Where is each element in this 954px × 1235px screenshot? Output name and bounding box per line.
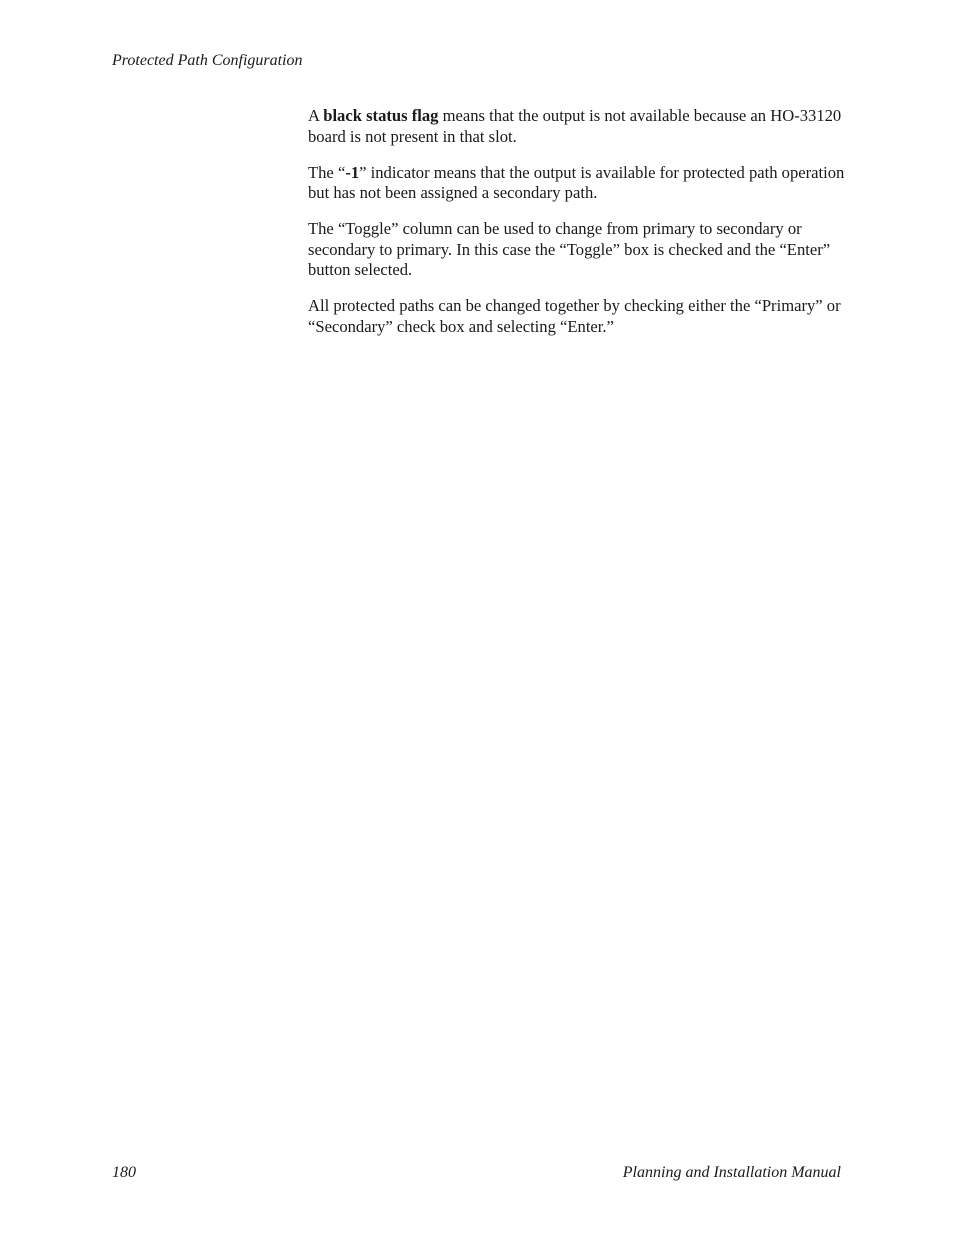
paragraph-text: A <box>308 106 324 125</box>
bold-term: -1 <box>345 162 360 182</box>
running-header: Protected Path Configuration <box>112 52 303 69</box>
paragraph-minus-one-indicator <box>308 163 848 204</box>
manual-title: Planning and Installation Manual <box>622 1164 841 1181</box>
paragraph-text: The “ <box>308 162 346 182</box>
bold-term: black status flag <box>323 106 439 125</box>
paragraph-all-paths: All protected paths can be changed together by checking either the “Primary” or “Secondary” check box and selecting “Enter.” <box>308 296 841 336</box>
paragraph-black-status-flag <box>308 106 848 147</box>
paragraph-toggle-column: The “Toggle” column can be used to change from primary to secondary or secondary to primary. In this case the “Toggle” box is checked and the “Enter” button selected. <box>308 219 831 279</box>
paragraph-text: means that the output is not available because an HO-33120 board is not present in that slot. <box>308 106 842 146</box>
paragraph-text: ” indicator means that the output is available for protected path operation but has not been assigned a secondary path. <box>308 162 845 202</box>
page-number: 180 <box>112 1164 136 1181</box>
body-text <box>308 106 848 353</box>
